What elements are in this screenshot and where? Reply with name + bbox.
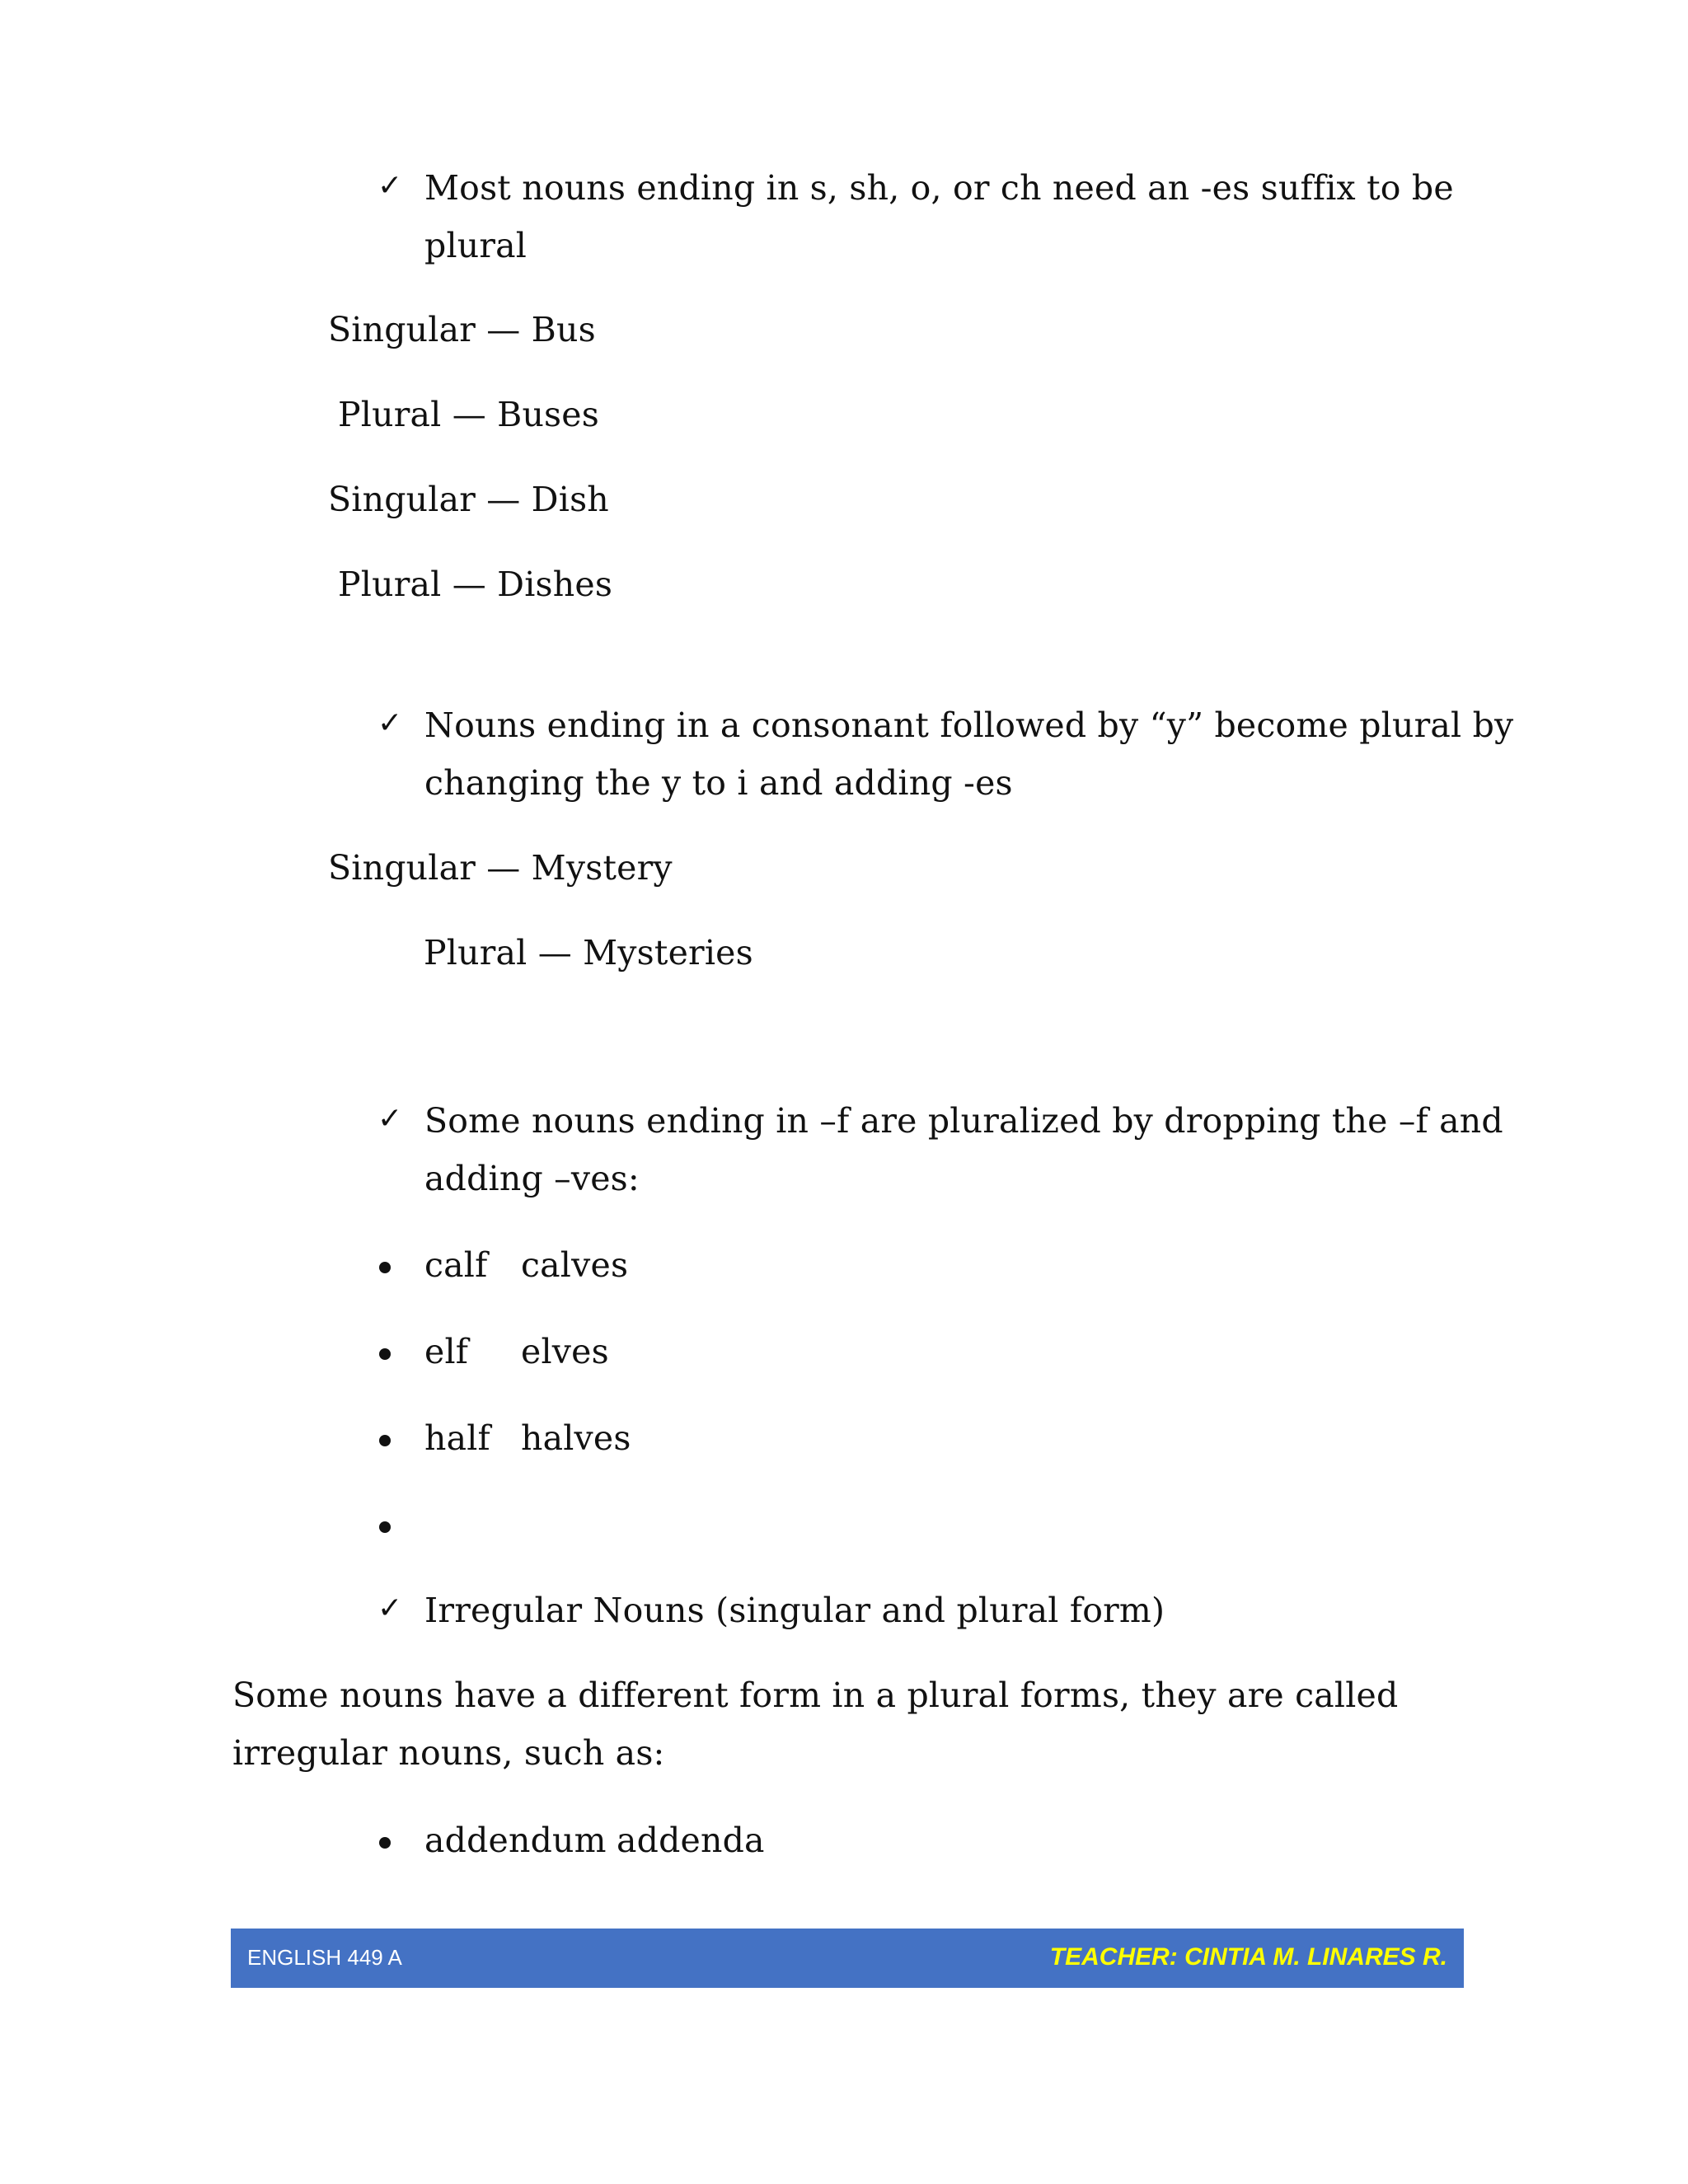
example-plural-mysteries: Plural — Mysteries	[424, 933, 753, 972]
course-label: ENGLISH 449 A	[247, 1945, 402, 1970]
rule-f-line2: adding –ves:	[424, 1159, 640, 1198]
pair-singular: elf	[424, 1332, 469, 1371]
check-icon: ✓	[377, 1102, 403, 1136]
pair-plural: calves	[521, 1245, 629, 1285]
rule-f-line1: Some nouns ending in –f are pluralized by dropping the –f and	[424, 1101, 1503, 1141]
example-singular-dish: Singular — Dish	[328, 480, 609, 519]
pair-singular: calf	[424, 1245, 488, 1285]
pair-singular: addendum	[424, 1821, 607, 1860]
rule-es-line2: plural	[424, 226, 528, 265]
bullet-dot	[379, 1837, 391, 1849]
example-singular-mystery: Singular — Mystery	[328, 848, 673, 888]
bullet-dot	[379, 1435, 391, 1446]
example-plural-dishes: Plural — Dishes	[338, 565, 613, 604]
check-icon: ✓	[377, 1591, 403, 1625]
pair-plural: addenda	[617, 1821, 765, 1860]
pair-plural: halves	[521, 1418, 631, 1458]
check-icon: ✓	[377, 706, 403, 740]
bullet-dot	[379, 1521, 391, 1533]
irregular-intro-line2: irregular nouns, such as:	[232, 1733, 665, 1773]
example-plural-buses: Plural — Buses	[338, 395, 600, 434]
irregular-intro-line1: Some nouns have a different form in a plural forms, they are called	[232, 1675, 1399, 1715]
bullet-dot	[379, 1348, 391, 1360]
bullet-dot	[379, 1262, 391, 1273]
irregular-heading: Irregular Nouns (singular and plural form)	[424, 1591, 1165, 1630]
check-icon: ✓	[377, 169, 403, 203]
pair-singular: half	[424, 1418, 490, 1458]
teacher-label: TEACHER: CINTIA M. LINARES R.	[1049, 1943, 1447, 1971]
example-singular-bus: Singular — Bus	[328, 310, 596, 349]
pair-plural: elves	[521, 1332, 609, 1371]
rule-es-line1: Most nouns ending in s, sh, o, or ch need an -es suffix to be	[424, 168, 1454, 208]
rule-y-line1: Nouns ending in a consonant followed by “y” become plural by	[424, 705, 1514, 745]
rule-y-line2: changing the y to i and adding -es	[424, 763, 1013, 803]
footer-bar	[231, 1929, 1464, 1988]
